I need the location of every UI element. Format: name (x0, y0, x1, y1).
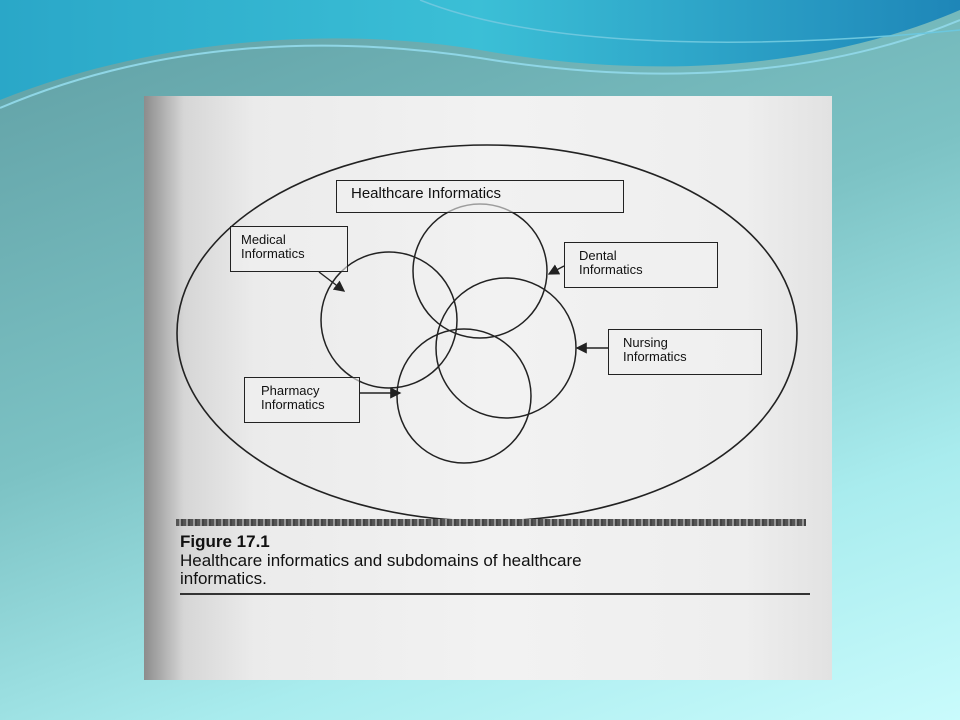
healthcare-informatics-label: Healthcare Informatics (336, 180, 624, 213)
label-line: Dental (579, 248, 617, 263)
label-line: Nursing (623, 335, 668, 350)
wave-band (0, 0, 960, 100)
nursing-circle (436, 278, 576, 418)
medical-arrow (319, 272, 344, 291)
label-line: Medical (241, 232, 286, 247)
medical-informatics-label (230, 226, 348, 272)
figure-number: Figure 17.1 (180, 532, 270, 551)
figure-caption (180, 532, 820, 588)
label-line: Informatics (261, 397, 325, 412)
label-line: Informatics (579, 262, 643, 277)
caption-line: Healthcare informatics and subdomains of healthcare (180, 551, 582, 570)
pharmacy-circle (397, 329, 531, 463)
dental-circle (413, 204, 547, 338)
label-line: Informatics (241, 246, 305, 261)
dental-informatics-label (564, 242, 718, 288)
label-line: Pharmacy (261, 383, 320, 398)
caption-line: informatics. (180, 569, 267, 588)
dental-arrow (549, 266, 564, 274)
caption-bottom-rule (180, 593, 810, 595)
label-line: Informatics (623, 349, 687, 364)
pharmacy-informatics-label (244, 377, 360, 423)
figure-photo (144, 96, 832, 680)
nursing-informatics-label (608, 329, 762, 375)
medical-circle (321, 252, 457, 388)
caption-rule-band (176, 519, 806, 526)
